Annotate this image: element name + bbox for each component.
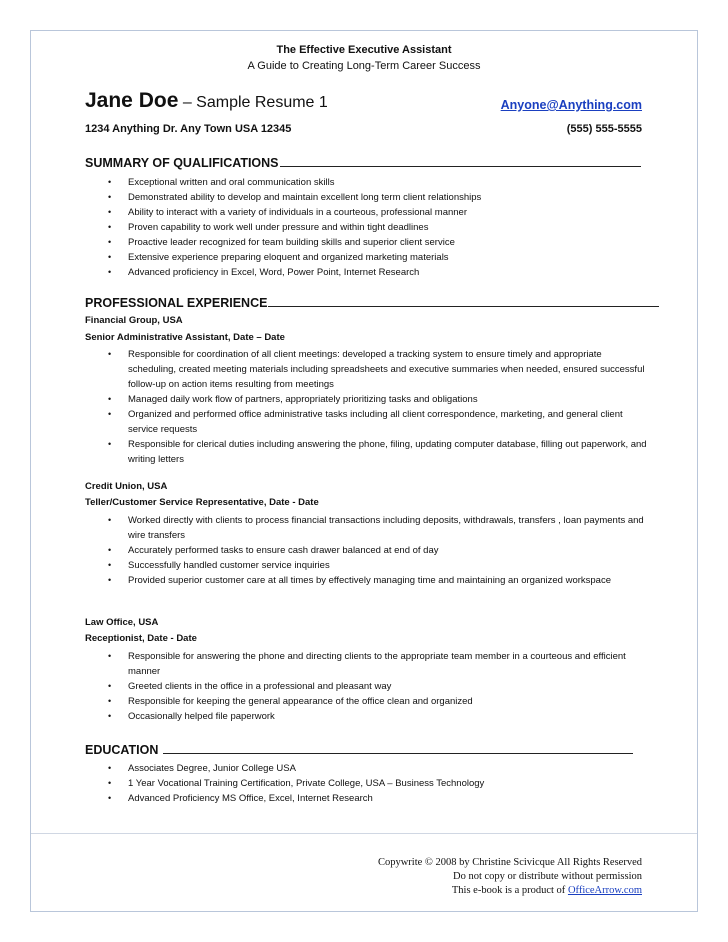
bullet-icon: • [108,696,112,706]
list-item-text: Proactive leader recognized for team building skills and superior client service [128,237,455,248]
list-item-text: Responsible for keeping the general appearance of the office clean and organized [128,696,473,707]
guide-title: The Effective Executive Assistant [276,44,452,56]
bullet-icon: • [108,349,112,359]
list-item-text: Advanced Proficiency MS Office, Excel, Internet Research [128,793,373,804]
phone: (555) 555-5555 [566,123,642,135]
job-2-duties [108,513,648,588]
footer-divider [31,833,697,834]
bullet-icon: • [108,681,112,691]
list-item [108,265,648,280]
list-item [108,776,648,791]
list-item [108,235,648,250]
list-item-text: Associates Degree, Junior College USA [128,763,296,774]
bullet-icon: • [108,267,112,277]
bullet-icon: • [108,252,112,262]
bullet-icon: • [108,793,112,803]
list-item [108,513,648,543]
list-item-text: Accurately performed tasks to ensure cash drawer balanced at end of day [128,545,439,556]
list-item [108,175,648,190]
list-item [108,709,648,724]
job-1-title: Senior Administrative Assistant, Date – Date [85,332,285,343]
list-item [108,347,648,392]
copyright-line: Copywrite © 2008 by Christine Scivicque All Rights Reserved [377,857,642,868]
list-item-text: Managed daily work flow of partners, appropriately prioritizing tasks and obligations [128,394,478,405]
bullet-icon: • [108,515,112,525]
officearrow-link[interactable]: OfficeArrow.com [567,885,642,896]
list-item-text: Advanced proficiency in Excel, Word, Power Point, Internet Research [128,267,420,278]
bullet-icon: • [108,439,112,449]
address: 1234 Anything Dr. Any Town USA 12345 [85,123,292,135]
bullet-icon: • [108,560,112,570]
bullet-icon: • [108,222,112,232]
list-item [108,694,648,709]
list-item [108,791,648,806]
bullet-icon: • [108,237,112,247]
list-item [108,250,648,265]
bullet-icon: • [108,207,112,217]
list-item [108,679,648,694]
guide-subtitle: A Guide to Creating Long-Term Career Success [247,60,481,72]
experience-heading: PROFESSIONAL EXPERIENCE [85,295,659,310]
bullet-icon: • [108,409,112,419]
summary-heading: SUMMARY OF QUALIFICATIONS [85,155,641,170]
bullet-icon: • [108,778,112,788]
list-item-text: Responsible for clerical duties including answering the phone, filing, updating computer database, filling out paperwork, and writing letters [128,439,647,465]
bullet-icon: • [108,651,112,661]
job-3-title: Receptionist, Date - Date [85,633,197,644]
job-1-duties [108,347,648,467]
list-item [108,437,648,467]
email-link[interactable]: Anyone@Anything.com [500,98,642,112]
bullet-icon: • [108,711,112,721]
bullet-icon: • [108,763,112,773]
job-2-company: Credit Union, USA [85,481,168,492]
list-item-text: Proven capability to work well under pressure and within tight deadlines [128,222,429,233]
bullet-icon: • [108,575,112,585]
list-item-text: Successfully handled customer service inquiries [128,560,330,571]
list-item [108,190,648,205]
list-item [108,761,648,776]
bullet-icon: • [108,394,112,404]
list-item-text: Worked directly with clients to process financial transactions including deposits, withdrawals, transfers , loan payments and wire transfers [128,515,644,541]
bullet-icon: • [108,192,112,202]
list-item-text: Demonstrated ability to develop and maintain excellent long term client relationships [128,192,482,203]
list-item [108,573,648,588]
list-item [108,649,648,679]
list-item [108,205,648,220]
education-list [108,761,648,806]
job-2-title: Teller/Customer Service Representative, Date - Date [85,497,319,508]
list-item-text: Provided superior customer care at all times by effectively managing time and maintaining an organized workspace [128,575,611,586]
list-item-text: 1 Year Vocational Training Certification, Private College, USA – Business Technology [128,778,485,789]
list-item [108,392,648,407]
candidate-name-line [85,89,328,115]
list-item [108,543,648,558]
list-item [108,220,648,235]
job-3-duties [108,649,648,724]
list-item-text: Extensive experience preparing eloquent and organized marketing materials [128,252,449,263]
education-heading: EDUCATION [85,742,633,757]
list-item-text: Responsible for answering the phone and directing clients to the appropriate team member in a courteous and efficient manner [128,651,626,677]
job-3-company: Law Office, USA [85,617,159,628]
distribution-notice: Do not copy or distribute without permission [453,871,642,882]
summary-list [108,175,648,280]
candidate-name: Jane Doe [85,89,179,112]
list-item-text: Occasionally helped file paperwork [128,711,275,722]
bullet-icon: • [108,177,112,187]
product-credit: This e-book is a product of OfficeArrow.com [451,885,642,896]
list-item-text: Greeted clients in the office in a professional and pleasant way [128,681,392,692]
list-item-text: Organized and performed office administrative tasks including all client correspondence, marketing, and general client service requests [128,409,623,435]
list-item [108,407,648,437]
bullet-icon: • [108,545,112,555]
list-item [108,558,648,573]
list-item-text: Ability to interact with a variety of individuals in a courteous, professional manner [128,207,468,218]
list-item-text: Responsible for coordination of all client meetings: developed a tracking system to ensure timely and appropriate scheduling, created meeting materials including spreadsheets and executive summaries when needed, ensured successful follow-up on action items resulting from meetings [128,349,645,390]
job-1-company: Financial Group, USA [85,315,183,326]
resume-label: – Sample Resume 1 [178,94,328,111]
list-item-text: Exceptional written and oral communication skills [128,177,335,188]
